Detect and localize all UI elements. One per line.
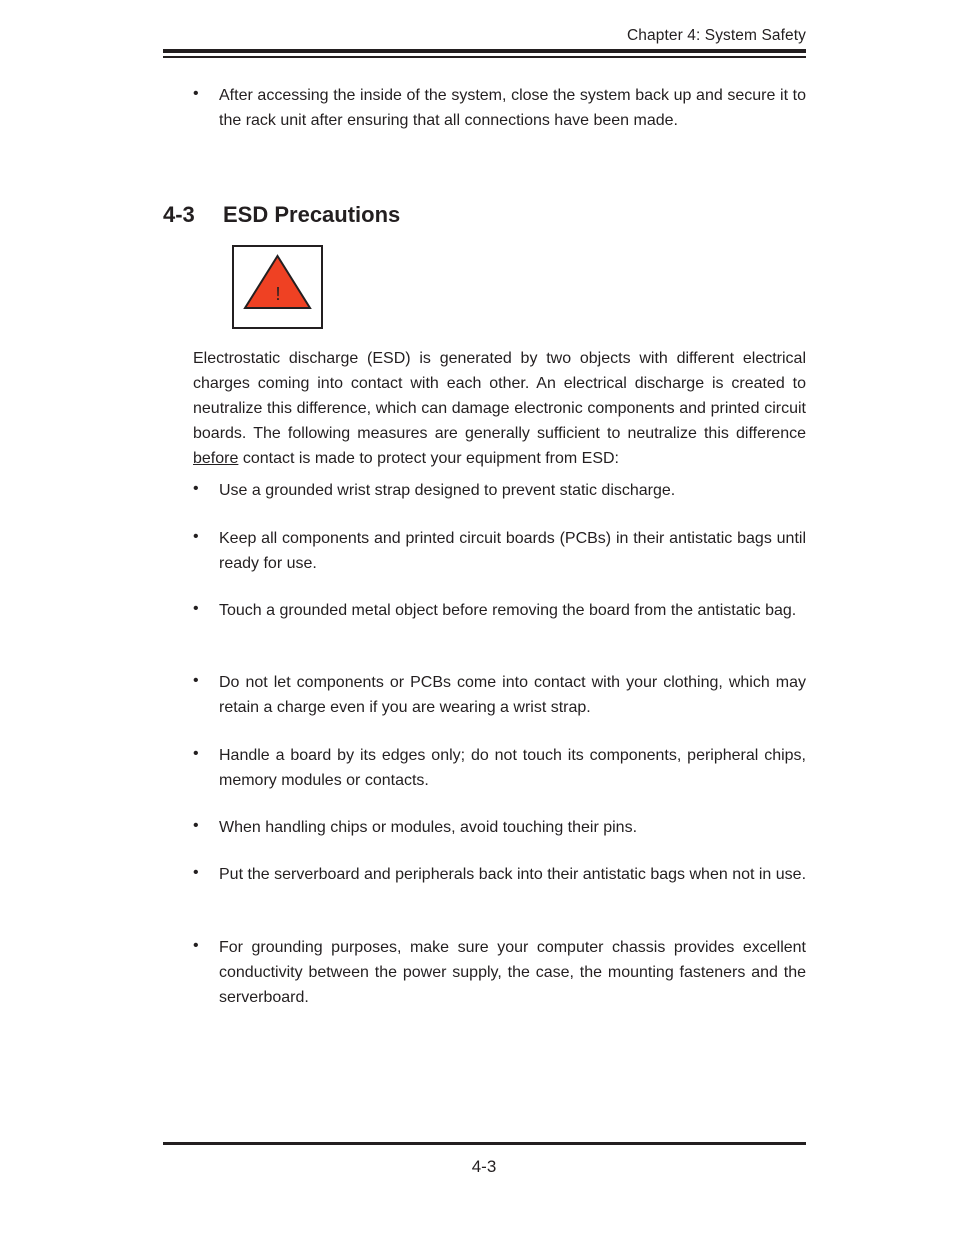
section-title: ESD Precautions [223, 202, 401, 227]
esd-paragraph-underlined: before [193, 450, 239, 467]
section-number: 4-3 [163, 202, 195, 227]
bullet-dot: • [193, 817, 199, 834]
list-item [193, 598, 806, 623]
list-item [193, 670, 806, 720]
list-item-text: For grounding purposes, make sure your computer chassis provides excellent conductivity between the power supply, the case, the mounting fasteners and the serverboard. [219, 939, 806, 1006]
list-item [193, 862, 806, 887]
header-rule-thin [163, 56, 806, 58]
list-item [193, 815, 806, 840]
intro-bullet-item [193, 83, 806, 133]
header-rule-thick [163, 49, 806, 53]
list-item [193, 743, 806, 793]
bullet-dot: • [193, 528, 199, 545]
bullet-dot: • [193, 745, 199, 762]
intro-bullet-text: After accessing the inside of the system, close the system back up and secure it to the rack unit after ensuring that all connections have been made. [219, 87, 806, 129]
page-number: 4-3 [471, 1157, 497, 1176]
bullet-dot: • [193, 85, 199, 102]
running-header: Chapter 4: System Safety [626, 27, 806, 44]
bullet-dot: • [193, 600, 199, 617]
bullet-dot: • [193, 480, 199, 497]
footer-rule [163, 1142, 806, 1145]
list-item [193, 935, 806, 1010]
list-item-text: Put the serverboard and peripherals back into their antistatic bags when not in use. [219, 866, 807, 883]
warning-exclamation: ! [275, 284, 281, 304]
section-heading [163, 202, 400, 228]
esd-paragraph-part1: Electrostatic discharge (ESD) is generated by two objects with different electrical charges coming into contact with each other. An electrical discharge is created to neutralize this difference, which can damage electronic components and printed circuit boards. The following measures are generally sufficient to neutralize this difference [193, 350, 806, 442]
list-item-text: When handling chips or modules, avoid touching their pins. [219, 819, 638, 836]
list-item-text: Use a grounded wrist strap designed to prevent static discharge. [219, 482, 676, 499]
list-item-text: Do not let components or PCBs come into contact with your clothing, which may retain a charge even if you are wearing a wrist strap. [219, 674, 806, 716]
list-item-text: Touch a grounded metal object before removing the board from the antistatic bag. [219, 602, 797, 619]
list-item-text: Handle a board by its edges only; do not touch its components, peripheral chips, memory modules or contacts. [219, 747, 806, 789]
list-item-text: Keep all components and printed circuit boards (PCBs) in their antistatic bags until ready for use. [219, 530, 806, 572]
warning-box [232, 245, 323, 329]
bullet-dot: • [193, 672, 199, 689]
esd-paragraph [193, 346, 806, 471]
bullet-dot: • [193, 864, 199, 881]
list-item [193, 478, 806, 503]
bullet-dot: • [193, 937, 199, 954]
esd-paragraph-part2: contact is made to protect your equipment from ESD: [238, 450, 619, 467]
list-item [193, 526, 806, 576]
warning-triangle-icon [234, 247, 321, 327]
